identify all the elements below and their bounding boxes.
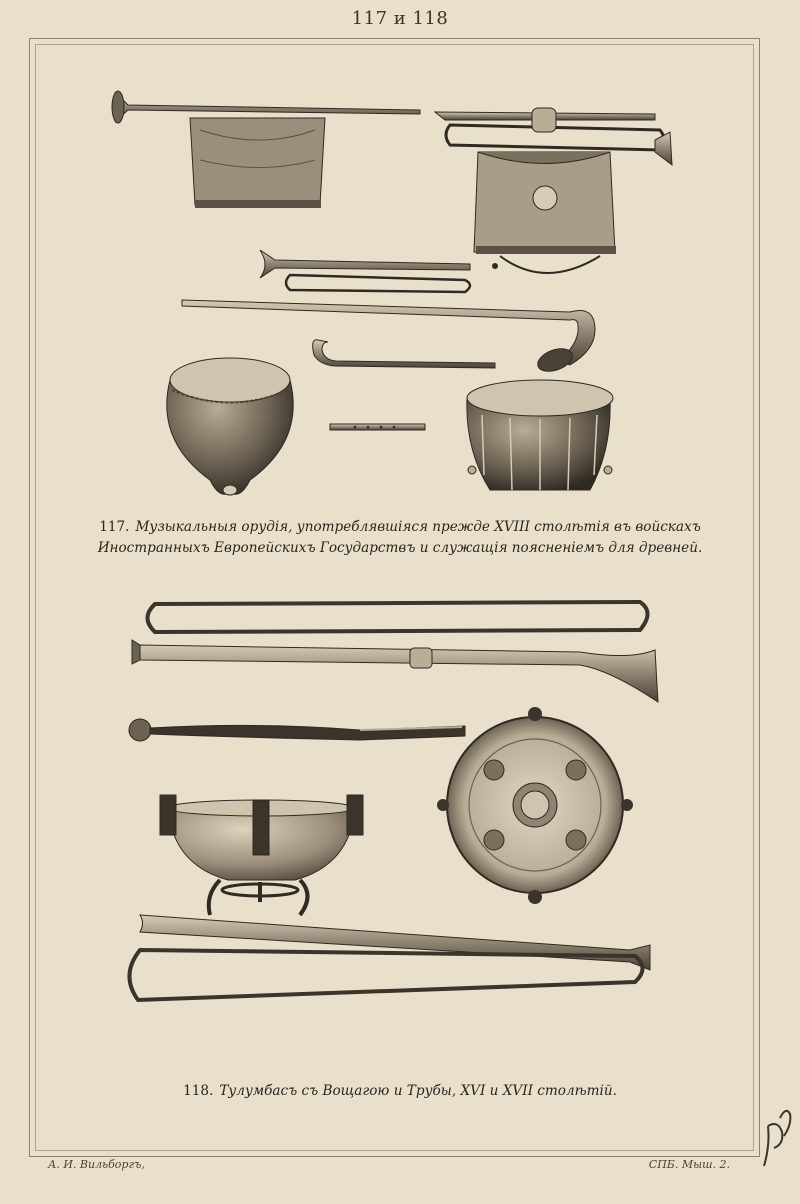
- plate-117-caption-line1: [40, 517, 760, 538]
- small-flute: [330, 424, 425, 430]
- banner-trumpet-left: [112, 91, 420, 208]
- plate-118-caption: [40, 1081, 760, 1102]
- plate-117-caption-line2: Иностранныхъ Европейскихъ Государствъ и служащія поясненіемъ для древней.: [97, 540, 703, 556]
- upper-long-trumpet: [132, 602, 658, 702]
- footer-imprint: СПБ. Мыш. 2.: [648, 1158, 730, 1171]
- pear-drum: [167, 358, 293, 495]
- footer-publisher: А. И. Вильборгъ,: [48, 1158, 145, 1171]
- plate-117-caption-text1: Музыкальныя орудія, употреблявшіяся прежде XVIII столѣтія въ войскахъ: [135, 519, 701, 535]
- plate-117-illustration: [100, 80, 700, 510]
- handwritten-mark: [756, 1096, 796, 1176]
- large-drum: [467, 380, 613, 490]
- crook-pipe: [313, 340, 495, 368]
- plate-118-illustration: [110, 590, 680, 1030]
- plate-117-caption: [40, 517, 760, 559]
- page-number: 117 и 118: [351, 8, 449, 29]
- decorated-shield: [437, 707, 633, 904]
- plate-117-number: 117.: [99, 519, 130, 535]
- plate-118-caption-text: Тулумбасъ съ Вощагою и Трубы, XVI и XVII столѣтій.: [219, 1083, 617, 1099]
- drum-mallet: [129, 719, 465, 741]
- kettle-drum-on-stand: [160, 795, 363, 915]
- lower-looped-trumpet: [129, 915, 650, 1000]
- plate-118-number: 118.: [183, 1083, 214, 1099]
- small-looped-trumpet: [260, 250, 498, 292]
- banner-trumpet-right: [435, 108, 672, 273]
